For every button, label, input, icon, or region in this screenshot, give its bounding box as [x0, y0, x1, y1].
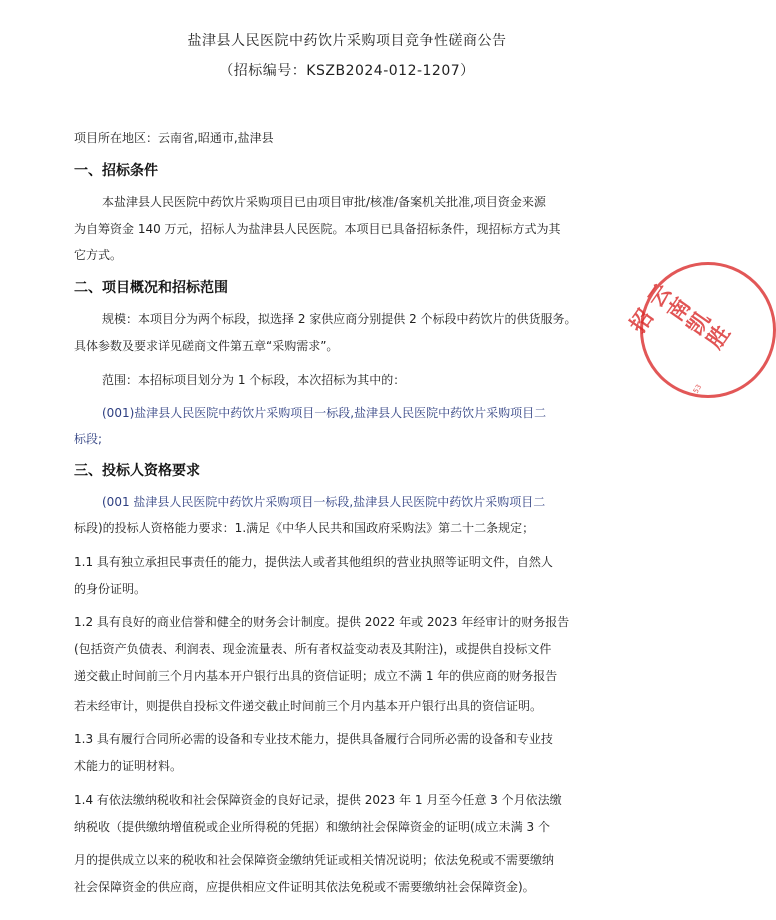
- company-seal: [623, 262, 776, 398]
- section-2-line: 具体参数及要求详见磋商文件第五章“采购需求”。: [74, 339, 339, 353]
- section-2-line: 范围：本招标项目划分为 1 个标段，本次招标为其中的：: [102, 373, 406, 387]
- section-1-line: 本盐津县人民医院中药饮片采购项目已由项目审批/核准/备案机关批准,项目资金来源: [102, 195, 546, 209]
- section-3-line: 若未经审计，则提供自投标文件递交截止时间前三个月内基本开户银行出具的资信证明。: [74, 699, 543, 713]
- section-2-line: (001)盐津县人民医院中药饮片采购项目一标段,盐津县人民医院中药饮片采购项目二: [102, 406, 547, 420]
- section-3-line: 社会保障资金的供应商，应提供相应文件证明其依法免税或不需要缴纳社会保障资金)。: [74, 880, 535, 894]
- section-3-line: 纳税收（提供缴纳增值税或企业所得税的凭据）和缴纳社会保障资金的证明(成立未满 3 个: [74, 820, 550, 834]
- section-2-line: 规模：本项目分为两个标段，拟选择 2 家供应商分别提供 2 个标段中药饮片的供货服务。: [102, 312, 577, 326]
- section-3-line: 1.1 具有独立承担民事责任的能力，提供法人或者其他组织的营业执照等证明文件，自然人: [74, 555, 553, 569]
- section-1-line: 它方式。: [74, 248, 123, 262]
- section-3-line: (包括资产负债表、利润表、现金流量表、所有者权益变动表及其附注)，或提供自投标文件: [74, 642, 552, 656]
- tender-code: （招标编号：KSZB2024-012-1207）: [219, 63, 475, 79]
- section-3-line: (001 盐津县人民医院中药饮片采购项目一标段,盐津县人民医院中药饮片采购项目二: [102, 495, 546, 509]
- section-3-line: 月的提供成立以来的税收和社会保障资金缴纳凭证或相关情况说明；依法免税或不需要缴纳: [74, 853, 555, 867]
- section-2-heading: 二、项目概况和招标范围: [74, 280, 228, 296]
- section-3-heading: 三、投标人资格要求: [74, 463, 200, 479]
- section-3-line: 标段)的投标人资格能力要求：1.满足《中华人民共和国政府采购法》第二十二条规定；: [74, 521, 535, 535]
- section-3-line: 的身份证明。: [74, 582, 147, 596]
- document-title: 盐津县人民医院中药饮片采购项目竞争性磋商公告: [187, 33, 507, 49]
- project-location: 项目所在地区：云南省,昭通市,盐津县: [74, 131, 274, 145]
- section-3-line: 1.2 具有良好的商业信誉和健全的财务会计制度。提供 2022 年或 2023 年经审计的财务报告: [74, 615, 570, 629]
- section-1-heading: 一、招标条件: [74, 163, 158, 179]
- section-3-line: 递交截止时间前三个月内基本开户银行出具的资信证明；成立不满 1 年的供应商的财务报告: [74, 669, 558, 683]
- section-3-line: 1.4 有依法缴纳税收和社会保障资金的良好记录，提供 2023 年 1 月至今任意 3 个月依法缴: [74, 793, 562, 807]
- section-3-line: 术能力的证明材料。: [74, 759, 183, 773]
- seal-text: 云南凯胜招: [623, 280, 735, 356]
- section-1-line: 为自筹资金 140 万元，招标人为盐津县人民医院。本项目已具备招标条件，现招标方式为其: [74, 222, 561, 236]
- section-2-line: 标段;: [74, 432, 103, 446]
- section-3-line: 1.3 具有履行合同所必需的设备和专业技术能力，提供具备履行合同所必需的设备和专业技: [74, 732, 553, 746]
- seal-number: 53: [691, 383, 704, 395]
